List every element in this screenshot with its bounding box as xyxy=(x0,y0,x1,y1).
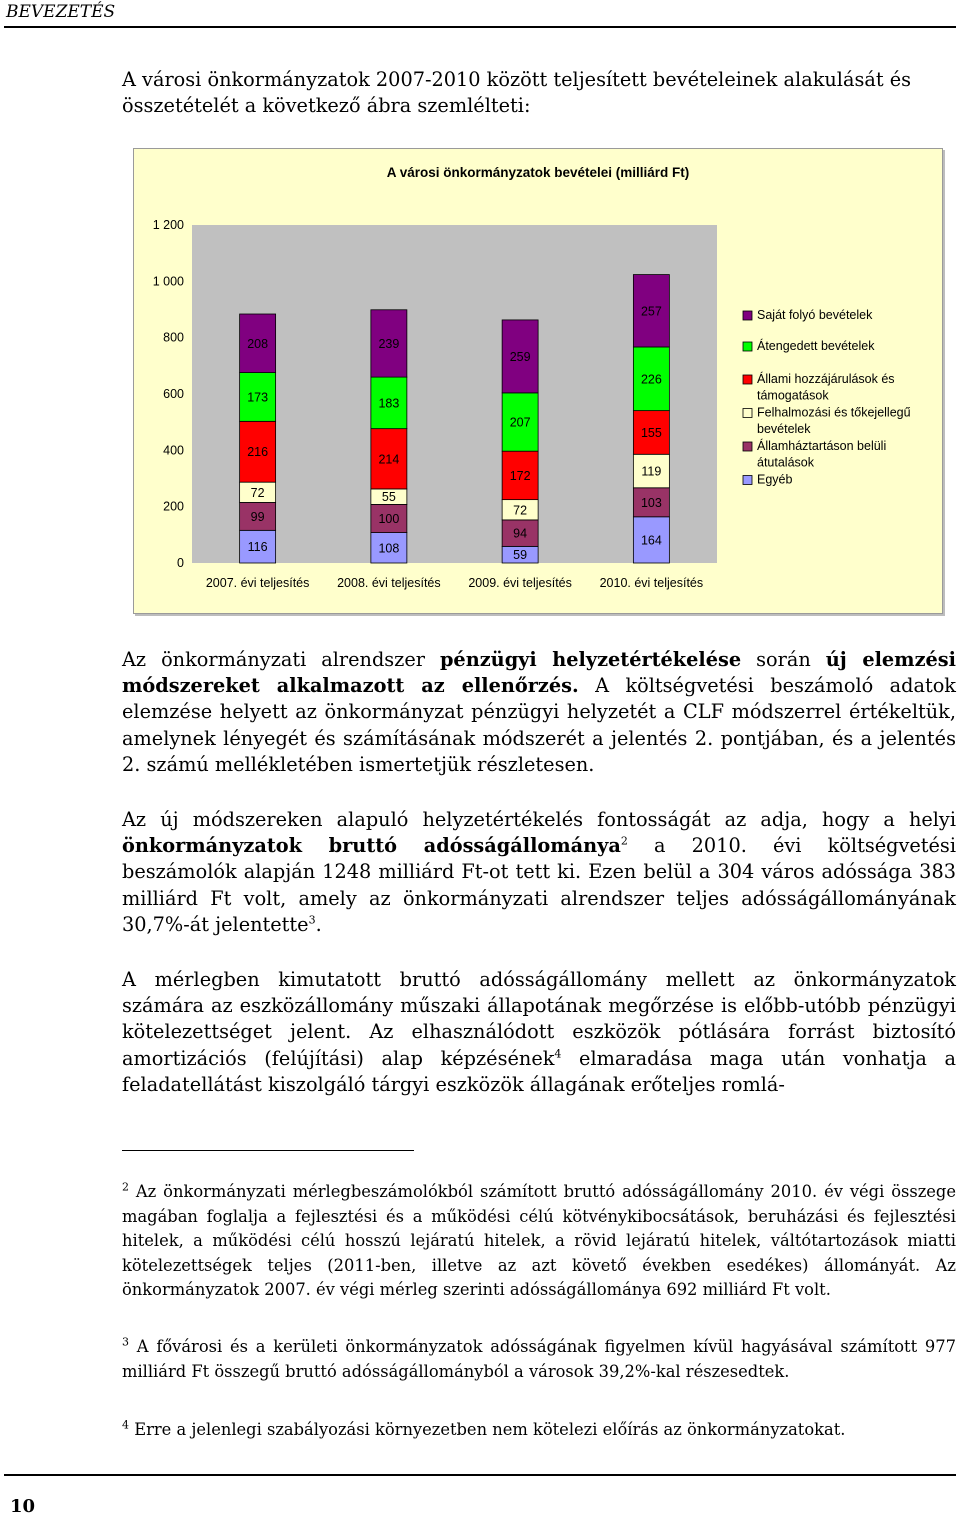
data-label: 172 xyxy=(509,468,531,483)
legend-swatch xyxy=(743,442,752,451)
p3-text-2: elmaradása maga után vonhatja a feladatellátást kiszolgáló tárgyi eszközök állagának erőteljes romlá- xyxy=(122,1046,957,1096)
p2-text-3: . xyxy=(315,912,322,936)
data-label: 55 xyxy=(381,490,396,505)
y-tick-label: 0 xyxy=(177,556,184,570)
data-label: 100 xyxy=(378,511,400,526)
footnote-ref-3: 3 xyxy=(308,913,316,927)
legend-label: Államháztartáson belüli xyxy=(757,439,887,453)
y-tick-label: 1 000 xyxy=(152,274,184,289)
data-label: 183 xyxy=(378,396,400,411)
p1-bold-2: új elemzési módszereket alkalmazott az ellenőrzés. xyxy=(122,648,956,698)
category-label: 2007. évi teljesítés xyxy=(205,576,310,590)
legend-label: bevételek xyxy=(757,422,811,436)
paragraph-1 xyxy=(122,647,956,778)
data-label: 214 xyxy=(378,452,400,467)
legend-swatch xyxy=(743,311,752,320)
intro-paragraph: A városi önkormányzatok 2007-2010 között teljesített bevételeinek alakulását és összetételét a következő ábra szemlélteti: xyxy=(122,68,912,118)
footer-rule xyxy=(4,1474,956,1476)
data-label: 116 xyxy=(247,540,268,555)
y-tick-label: 400 xyxy=(163,443,184,458)
footnote-3 xyxy=(122,1335,956,1384)
y-tick-label: 800 xyxy=(163,330,184,345)
p1-bold-1: pénzügyi helyzetértékelése xyxy=(439,648,742,671)
footnote-ref-2: 2 xyxy=(620,834,628,848)
data-label: 239 xyxy=(378,336,400,351)
data-label: 226 xyxy=(640,372,662,387)
data-label: 72 xyxy=(513,503,528,518)
data-label: 155 xyxy=(640,425,662,440)
p1-text-1: Az önkormányzati alrendszer xyxy=(122,648,440,671)
legend-label: Állami hozzájárulások és xyxy=(757,372,895,386)
legend-swatch xyxy=(743,375,752,384)
footnote-rule xyxy=(122,1150,414,1151)
data-label: 173 xyxy=(247,390,269,405)
footnote-number: 4 xyxy=(122,1418,129,1432)
legend-label: átutalások xyxy=(757,455,814,470)
footnote-text: Az önkormányzati mérlegbeszámolókból számított bruttó adósságállomány 2010. év végi összege magában foglalja a fejlesztési és a működési célú kötvénykibocsátások, beruházási és fejlesztési hitelek, a működési célú hosszú lejáratú hitelek, a rövid lejáratú hitelek, váltótartozások miatti kötelezettségek teljes (2011-ben, illetve az azt követő években esedékes) állományát. Az önkormányzatok 2007. év végi mérleg szerinti adósságállománya 692 milliárd Ft volt. xyxy=(122,1182,956,1300)
footnote-number: 2 xyxy=(122,1180,129,1194)
footnote-text: Erre a jelenlegi szabályozási környezetben nem kötelezi előírás az önkormányzatokat. xyxy=(134,1420,846,1439)
footnote-4 xyxy=(122,1418,956,1443)
category-label: 2010. évi teljesítés xyxy=(599,576,704,590)
paragraph-3 xyxy=(122,967,956,1098)
legend-label: Egyéb xyxy=(757,472,793,487)
footnote-ref-4: 4 xyxy=(554,1047,562,1061)
category-label: 2008. évi teljesítés xyxy=(337,576,441,590)
data-label: 72 xyxy=(250,485,265,500)
data-label: 103 xyxy=(640,495,662,510)
p1-text-3: A költségvetési beszámoló adatok elemzése helyett az önkormányzat pénzügyi helyzetét a CLF módszerrel értékeltük, amelynek lényegét és számításának módszerét a jelentés 2. pontjában, és a jelentés 2. számú mellékletében ismertetjük részletesen. xyxy=(122,674,956,776)
paragraph-2 xyxy=(122,807,956,938)
legend-label: Saját folyó bevételek xyxy=(757,308,873,322)
footnote-text: A fővárosi és a kerületi önkormányzatok adósságának figyelmen kívül hagyásával számított 977 milliárd Ft összegű bruttó adósságállományból a városok 39,2%-kal részesedtek. xyxy=(122,1337,956,1381)
category-label: 2009. évi teljesítés xyxy=(468,576,572,590)
data-label: 257 xyxy=(640,304,662,319)
footnote-number: 3 xyxy=(122,1335,129,1349)
data-label: 216 xyxy=(247,445,269,460)
chart-container xyxy=(133,148,943,614)
revenue-chart xyxy=(134,149,942,613)
data-label: 119 xyxy=(641,464,662,479)
p1-text-2: során xyxy=(741,648,826,671)
data-label: 207 xyxy=(509,415,531,430)
data-label: 99 xyxy=(250,509,265,524)
data-label: 108 xyxy=(378,541,400,556)
legend-label: Átengedett bevételek xyxy=(757,339,875,353)
page-number: 10 xyxy=(10,1496,36,1517)
legend-swatch xyxy=(743,409,752,418)
header-rule xyxy=(4,26,956,28)
data-label: 208 xyxy=(247,336,269,351)
legend-swatch xyxy=(743,342,752,351)
footnote-2 xyxy=(122,1180,956,1303)
legend-label: Felhalmozási és tőkejellegű xyxy=(757,405,911,420)
chart-title: A városi önkormányzatok bevételei (milliárd Ft) xyxy=(386,165,690,180)
y-tick-label: 600 xyxy=(163,387,184,401)
legend-label: támogatások xyxy=(757,388,829,403)
p2-text-2: a 2010. évi költségvetési beszámolók alapján 1248 milliárd Ft-ot tett ki. Ezen belül a 304 város adóssága 383 milliárd Ft volt, amely az önkormányzati alrendszer teljes adósságállományának 30,7%-át jelentette xyxy=(122,834,956,936)
data-label: 59 xyxy=(513,548,528,563)
y-tick-label: 200 xyxy=(163,499,184,514)
data-label: 164 xyxy=(640,533,662,548)
p3-text-1: A mérlegben kimutatott bruttó adósságállomány mellett az önkormányzatok számára az eszközállomány műszaki állapotának megőrzése is előbb-utóbb pénzügyi kötelezettséget jelent. Az elhasználódott eszközök pótlására forrást biztosító amortizációs (felújítási) alap képzésének xyxy=(122,968,956,1070)
data-label: 94 xyxy=(513,526,528,541)
p2-text-1: Az új módszereken alapuló helyzetértékelés fontosságát az adja, hogy a helyi xyxy=(122,808,956,831)
section-header: BEVEZETÉS xyxy=(6,2,116,22)
legend-swatch xyxy=(743,476,752,485)
p2-bold-1: önkormányzatok bruttó adósságállománya xyxy=(122,834,621,858)
y-tick-label: 1 200 xyxy=(152,218,184,232)
data-label: 259 xyxy=(509,349,531,364)
